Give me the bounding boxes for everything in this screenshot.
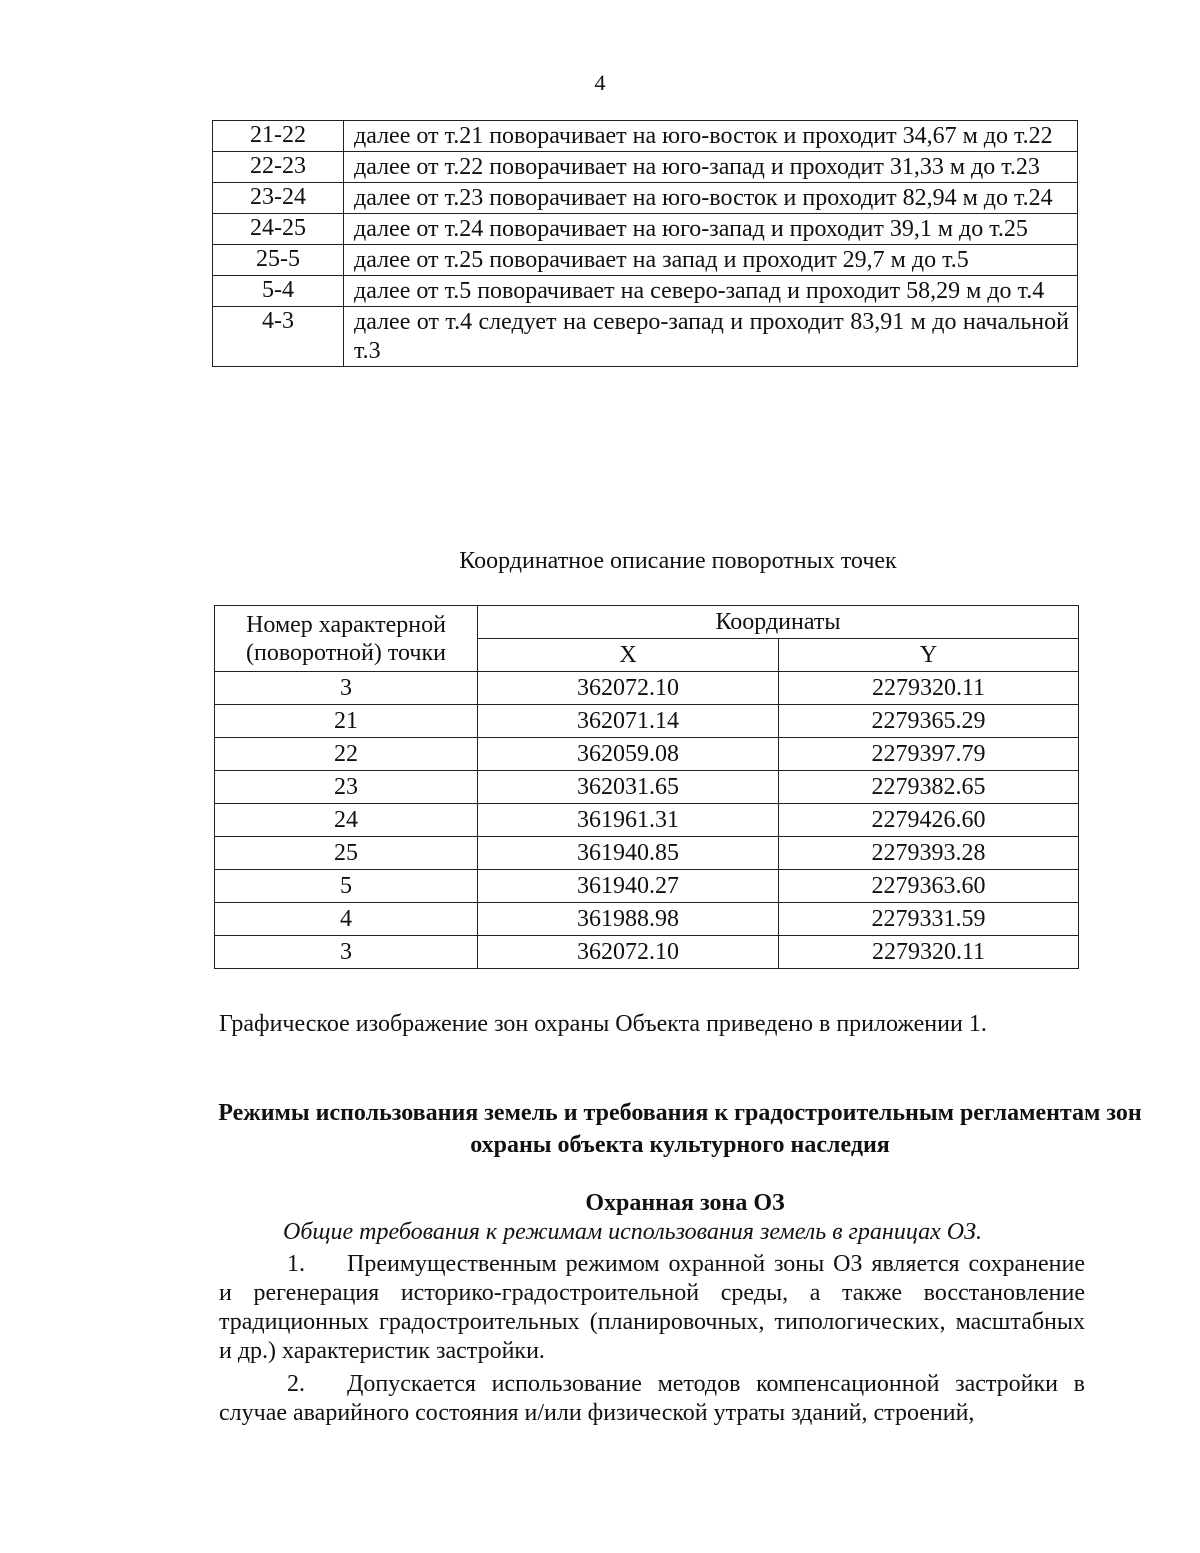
section-heading: Режимы использования земель и требования к градостроительным регламентам зон охраны объекта культурного наследия xyxy=(218,1100,1142,1158)
coordinate-point: 21 xyxy=(215,705,478,738)
coordinate-y: 2279382.65 xyxy=(779,771,1079,804)
segment-row xyxy=(213,152,1078,183)
coordinate-x: 362072.10 xyxy=(478,936,779,969)
coords-table-caption: Координатное описание поворотных точек xyxy=(459,548,897,574)
paragraph-text: Преимущественным режимом охранной зоны ОЗ является сохранение и регенерация историко-градостроительной среды, а также восстановление традиционных градостроительных (планировочных, типологических, масштабных и др.) характеристик застройки. xyxy=(219,1251,1085,1364)
segment-description: далее от т.25 поворачивает на запад и проходит 29,7 м до т.5 xyxy=(344,245,1078,276)
segment-row xyxy=(213,121,1078,152)
coordinate-row xyxy=(215,903,1079,936)
segment-id: 24-25 xyxy=(213,214,344,245)
coordinate-row xyxy=(215,936,1079,969)
segment-id: 21-22 xyxy=(213,121,344,152)
coordinate-point: 23 xyxy=(215,771,478,804)
coordinate-x: 362059.08 xyxy=(478,738,779,771)
coordinate-x: 361988.98 xyxy=(478,903,779,936)
coordinate-point: 3 xyxy=(215,672,478,705)
coordinate-point: 3 xyxy=(215,936,478,969)
segment-description: далее от т.21 поворачивает на юго-восток и проходит 34,67 м до т.22 xyxy=(344,121,1078,152)
coordinate-y: 2279426.60 xyxy=(779,804,1079,837)
coordinate-y: 2279320.11 xyxy=(779,936,1079,969)
segment-id: 4-3 xyxy=(213,307,344,367)
coordinate-x: 362031.65 xyxy=(478,771,779,804)
coordinate-row xyxy=(215,837,1079,870)
coordinate-x: 362071.14 xyxy=(478,705,779,738)
coordinate-row xyxy=(215,804,1079,837)
coordinate-y: 2279331.59 xyxy=(779,903,1079,936)
coordinate-x: 362072.10 xyxy=(478,672,779,705)
header-x: X xyxy=(478,639,779,672)
coordinate-x: 361940.85 xyxy=(478,837,779,870)
coordinate-x: 361961.31 xyxy=(478,804,779,837)
segment-row xyxy=(213,214,1078,245)
segment-description: далее от т.5 поворачивает на северо-запад и проходит 58,29 м до т.4 xyxy=(344,276,1078,307)
paragraph-text: Допускается использование методов компенсационной застройки в случае аварийного состояния и/или физической утраты зданий, строений, xyxy=(219,1371,1085,1426)
segment-id: 5-4 xyxy=(213,276,344,307)
segment-row xyxy=(213,276,1078,307)
segment-id: 23-24 xyxy=(213,183,344,214)
coordinate-point: 4 xyxy=(215,903,478,936)
page-number: 4 xyxy=(594,70,606,95)
segment-id: 22-23 xyxy=(213,152,344,183)
coordinate-y: 2279365.29 xyxy=(779,705,1079,738)
zone-title: Охранная зона ОЗ xyxy=(585,1190,785,1216)
zone-subtitle: Общие требования к режимам использования земель в границах ОЗ. xyxy=(283,1219,982,1245)
segment-description: далее от т.4 следует на северо-запад и проходит 83,91 м до начальной т.3 xyxy=(344,307,1078,367)
paragraph-number: 1. xyxy=(287,1251,305,1277)
paragraph-2 xyxy=(219,1370,1085,1428)
graphic-note: Графическое изображение зон охраны Объекта приведено в приложении 1. xyxy=(219,1011,987,1037)
segment-row xyxy=(213,245,1078,276)
coordinate-row xyxy=(215,672,1079,705)
coordinate-x: 361940.27 xyxy=(478,870,779,903)
segment-id: 25-5 xyxy=(213,245,344,276)
header-point-number: Номер характерной (поворотной) точки xyxy=(215,606,478,672)
coordinate-point: 5 xyxy=(215,870,478,903)
header-coordinates: Координаты xyxy=(478,606,1079,639)
paragraph-number: 2. xyxy=(287,1371,305,1397)
coordinate-row xyxy=(215,771,1079,804)
coordinates-table xyxy=(214,605,1079,969)
coordinate-row xyxy=(215,870,1079,903)
coordinate-row xyxy=(215,738,1079,771)
segment-description: далее от т.23 поворачивает на юго-восток и проходит 82,94 м до т.24 xyxy=(344,183,1078,214)
paragraph-1 xyxy=(219,1250,1085,1366)
coordinate-y: 2279397.79 xyxy=(779,738,1079,771)
boundary-segments-table xyxy=(212,120,1078,367)
coordinate-point: 25 xyxy=(215,837,478,870)
segment-row xyxy=(213,307,1078,367)
coordinate-point: 24 xyxy=(215,804,478,837)
coordinate-row xyxy=(215,705,1079,738)
coordinate-y: 2279363.60 xyxy=(779,870,1079,903)
header-y: Y xyxy=(779,639,1079,672)
segment-row xyxy=(213,183,1078,214)
segment-description: далее от т.24 поворачивает на юго-запад и проходит 39,1 м до т.25 xyxy=(344,214,1078,245)
coordinate-y: 2279393.28 xyxy=(779,837,1079,870)
segment-description: далее от т.22 поворачивает на юго-запад и проходит 31,33 м до т.23 xyxy=(344,152,1078,183)
coordinate-point: 22 xyxy=(215,738,478,771)
coordinate-y: 2279320.11 xyxy=(779,672,1079,705)
